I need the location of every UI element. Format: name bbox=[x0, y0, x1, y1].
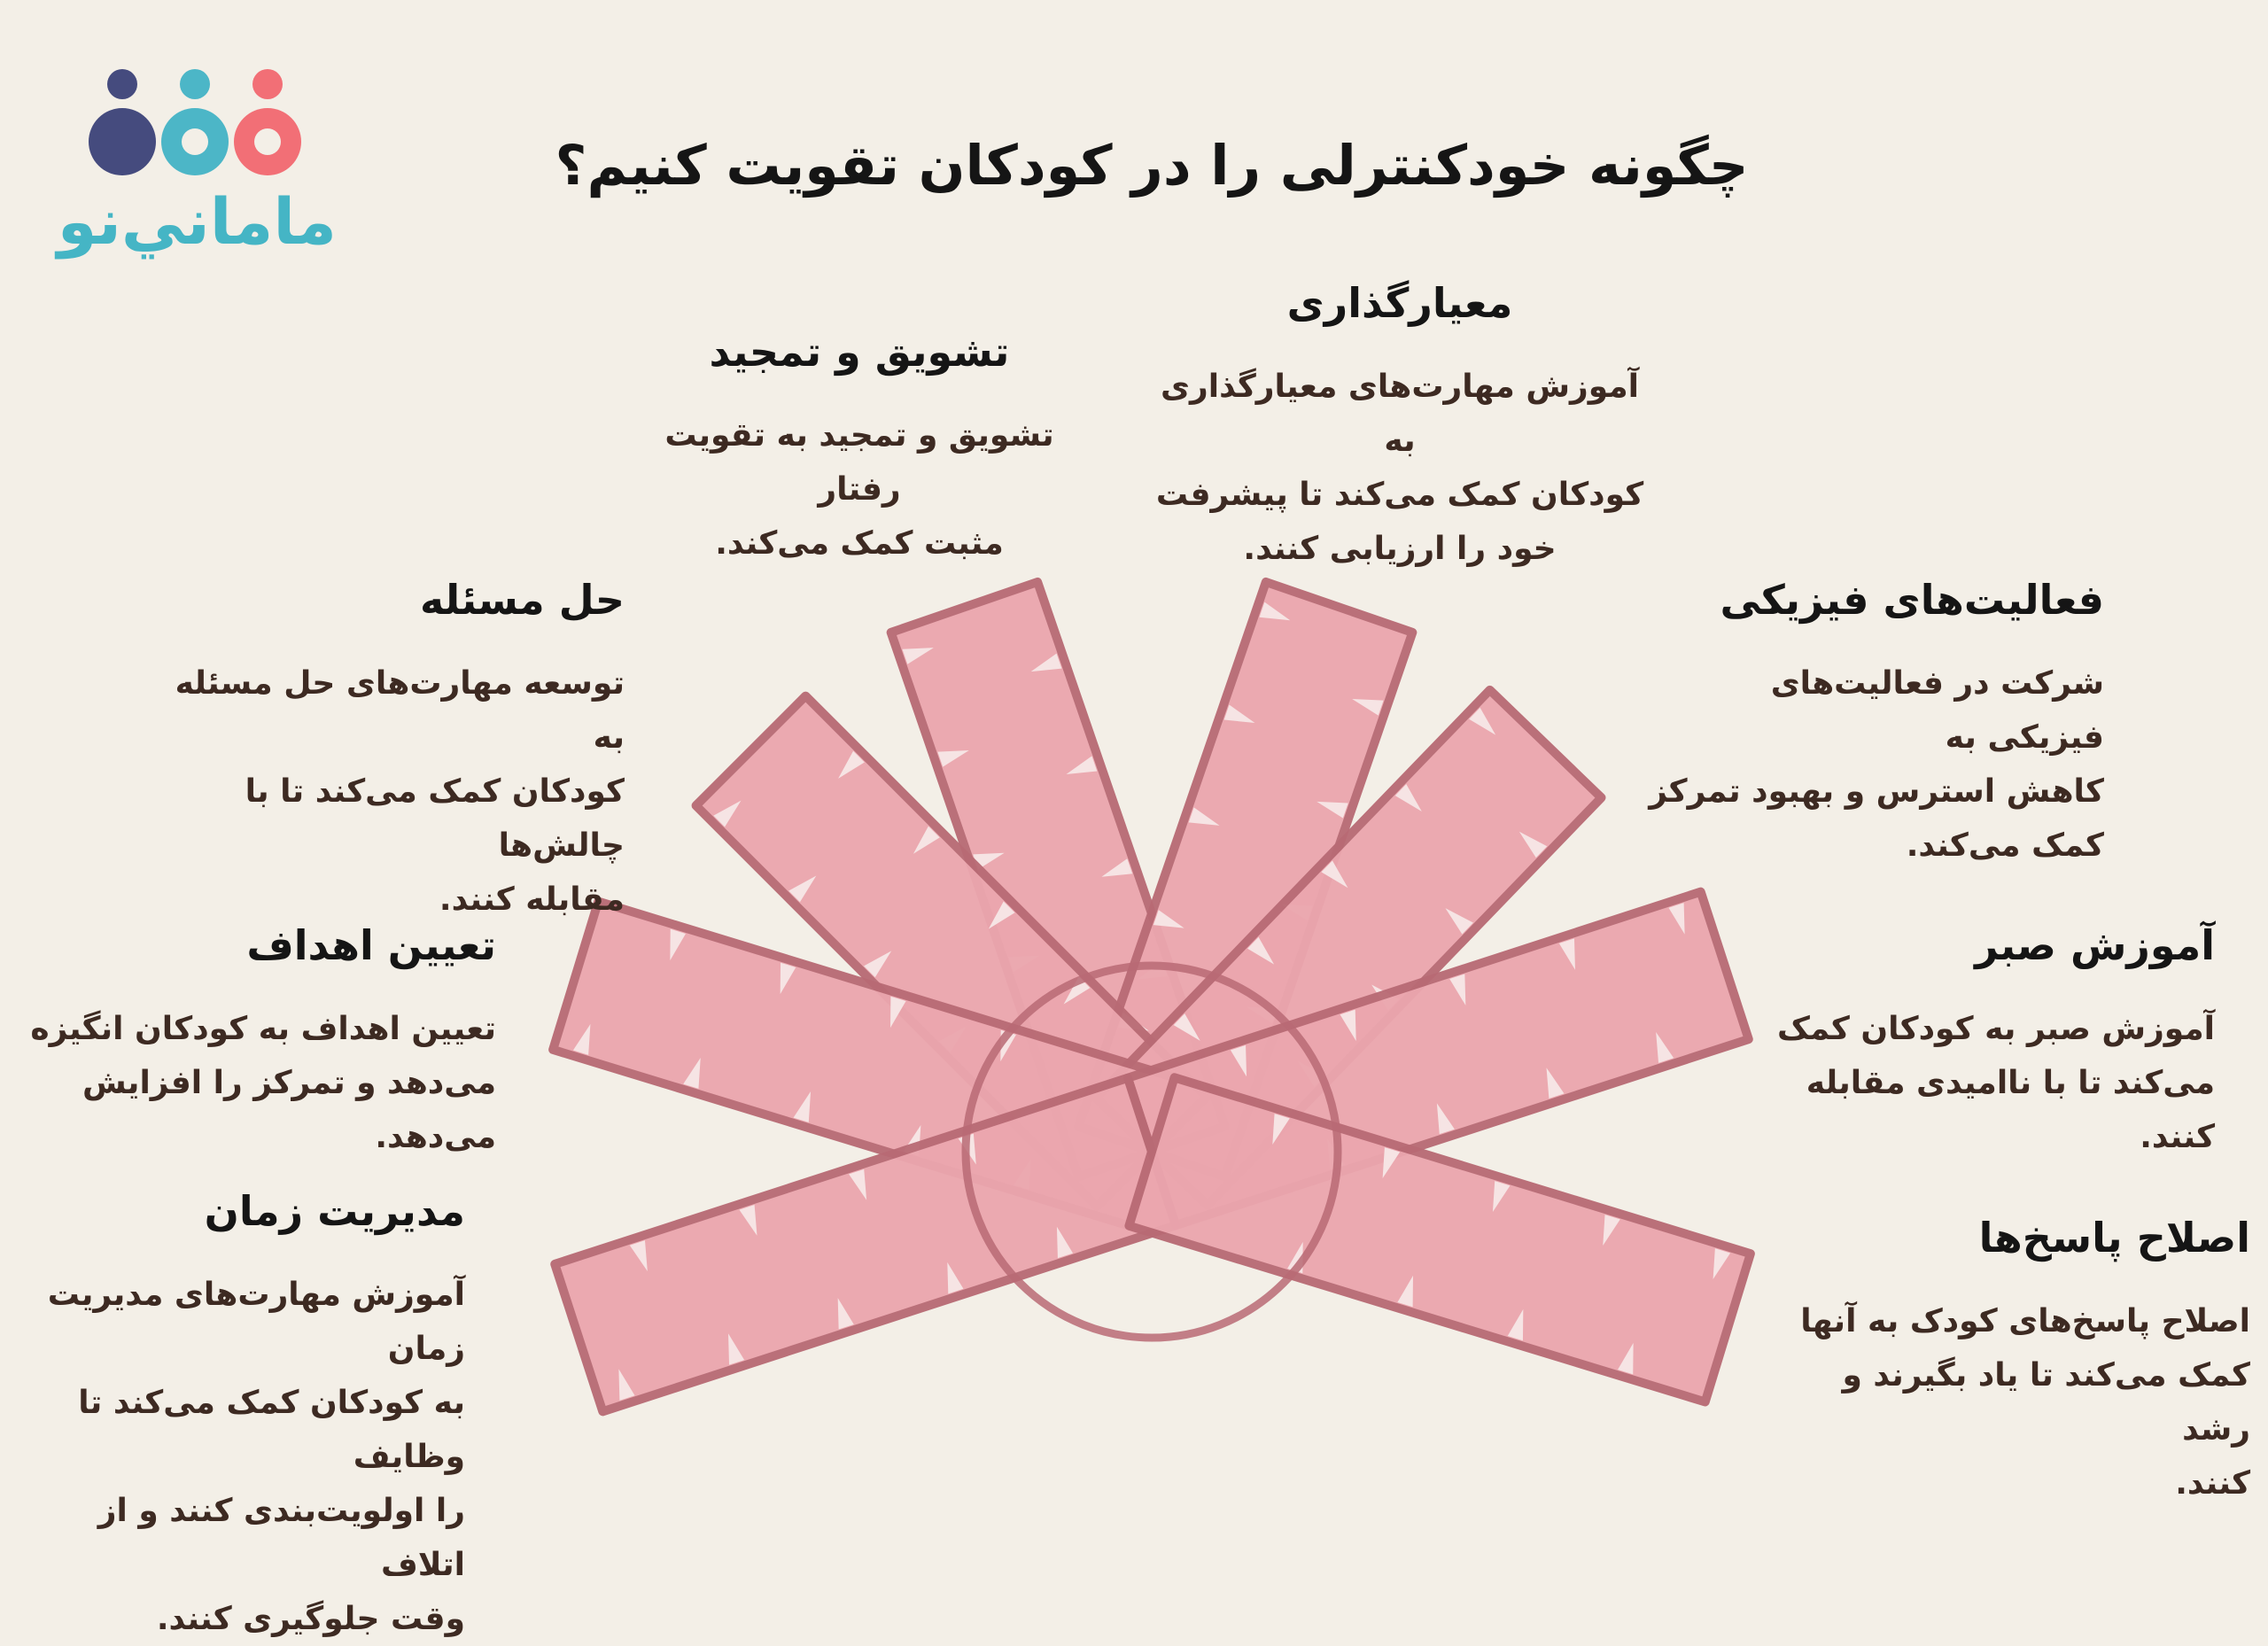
item-line: به کودکان کمک می‌کند تا وظایف bbox=[78, 1385, 465, 1476]
item-line: کنند. bbox=[2175, 1465, 2250, 1502]
item-line: مقابله کنند. bbox=[439, 881, 625, 919]
item-heading: تعیین اهداف bbox=[246, 921, 496, 969]
page-title: چگونه خودکنترلی را در کودکان تقویت کنیم؟ bbox=[555, 133, 1749, 198]
item-heading: آموزش صبر bbox=[1975, 921, 2215, 969]
item-heading: اصلاح پاسخ‌ها bbox=[1978, 1214, 2250, 1262]
item-line: اصلاح پاسخ‌های کودک به آنها bbox=[1800, 1303, 2250, 1340]
item-response-correction bbox=[1798, 1214, 2250, 1510]
item-physical-activities bbox=[1643, 576, 2104, 873]
item-line: کمک می‌کند. bbox=[1906, 827, 2104, 865]
item-line: آموزش صبر به کودکان کمک bbox=[1776, 1011, 2215, 1048]
item-heading: مدیریت زمان bbox=[204, 1187, 465, 1235]
item-heading: معیارگذاری bbox=[1286, 279, 1513, 327]
item-line: می‌کند تا با ناامیدی مقابله کنند. bbox=[1806, 1065, 2215, 1156]
item-goal-setting bbox=[18, 921, 496, 1164]
item-heading: حل مسئله bbox=[420, 576, 625, 624]
item-line: خود را ارزیابی کنند. bbox=[1243, 531, 1557, 568]
item-line: کاهش استرس و بهبود تمرکز bbox=[1649, 773, 2104, 811]
item-line: تشویق و تمجید به تقویت رفتار bbox=[664, 417, 1054, 509]
item-heading: تشویق و تمجید bbox=[709, 328, 1010, 376]
item-line: توسعه مهارت‌های حل مسئله به bbox=[175, 665, 625, 757]
item-patience bbox=[1772, 921, 2215, 1164]
item-line: کودکان کمک می‌کند تا با چالش‌ها bbox=[245, 773, 625, 865]
item-line: آموزش مهارت‌های مدیریت زمان bbox=[47, 1277, 465, 1368]
item-line: وقت جلوگیری کنند. bbox=[156, 1601, 465, 1638]
item-line: آموزش مهارت‌های معیارگذاری به bbox=[1161, 369, 1639, 460]
item-time-management bbox=[18, 1187, 465, 1646]
item-line: مثبت کمک می‌کند. bbox=[715, 525, 1004, 563]
logo-text: ماماني‌نو bbox=[57, 184, 337, 259]
item-encouragement bbox=[638, 328, 1081, 571]
item-criteria bbox=[1152, 279, 1648, 576]
item-line: کودکان کمک می‌کند تا پیشرفت bbox=[1155, 477, 1644, 514]
item-line: کمک می‌کند تا یاد بگیرند و رشد bbox=[1842, 1357, 2250, 1448]
item-problem-solving bbox=[133, 576, 625, 927]
item-line: تعیین اهداف به کودکان انگیزه bbox=[30, 1011, 496, 1048]
fan-rays bbox=[553, 582, 1751, 1411]
item-heading: فعالیت‌های فیزیکی bbox=[1720, 576, 2104, 624]
item-line: را اولویت‌بندی کنند و از اتلاف bbox=[97, 1493, 465, 1584]
item-line: شرکت در فعالیت‌های فیزیکی به bbox=[1770, 665, 2104, 757]
item-line: می‌دهد و تمرکز را افزایش می‌دهد. bbox=[82, 1065, 496, 1156]
